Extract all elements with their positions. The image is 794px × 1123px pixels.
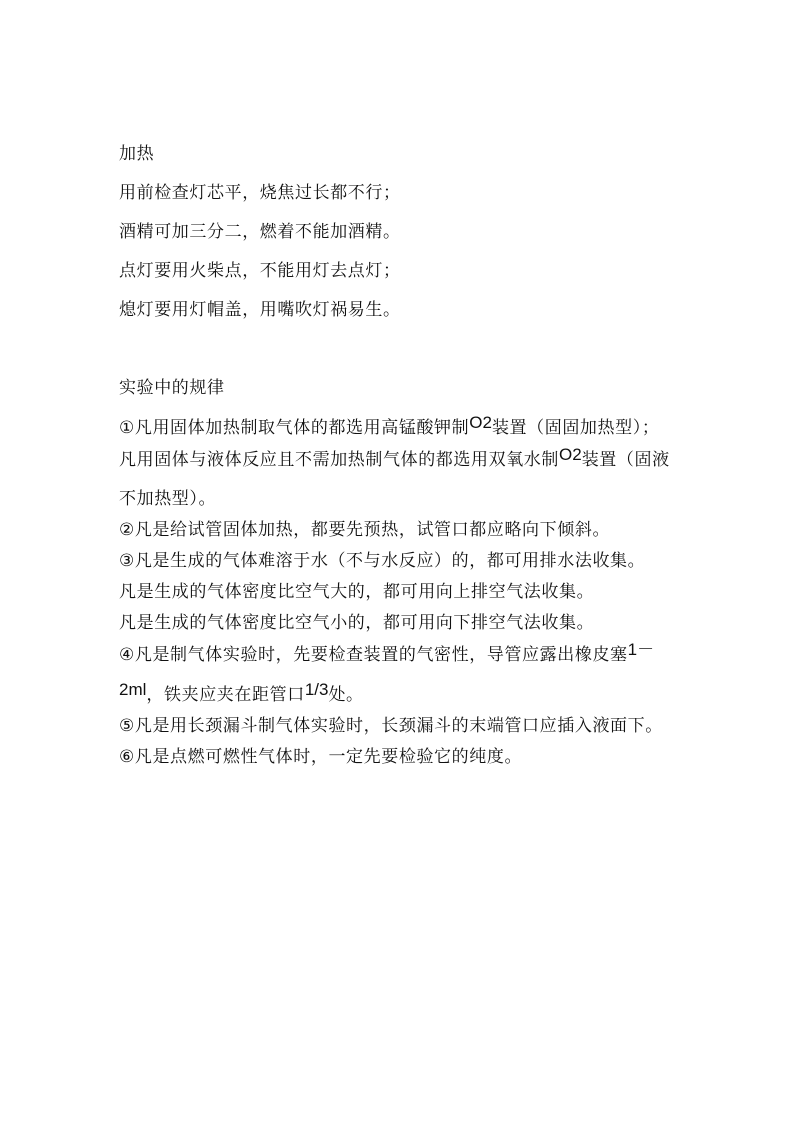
verse-line-3: 点灯要用火柴点，不能用灯去点灯； [119, 261, 401, 281]
rule-4 [119, 635, 679, 715]
rule-5: ⑤凡是用长颈漏斗制气体实验时，长颈漏斗的末端管口应插入液面下。 [119, 716, 663, 736]
section-heading-heating: 加热 [119, 144, 155, 164]
rule-1a-text-post: 装置（固固加热型）； [491, 418, 660, 438]
rule-1a-text-pre: ①凡用固体加热制取气体的都选用高锰酸钾制 [119, 418, 470, 438]
rule-4-text-pre: ④凡是制气体实验时，先要检查装置的气密性，导管应露出橡皮塞 [119, 645, 628, 665]
section-heading-rules: 实验中的规律 [119, 378, 225, 398]
rule-1b-text-post: 装置（固液不加热型）。 [119, 450, 670, 509]
document-body [119, 143, 679, 777]
section-spacer [119, 338, 679, 377]
rule-1b-formula: O2 [559, 445, 582, 464]
rule-6: ⑥凡是点燃可燃性气体时，一定先要检验它的纯度。 [119, 747, 523, 767]
verse-line-4: 熄灯要用灯帽盖，用嘴吹灯祸易生。 [119, 300, 401, 320]
rule-1a-formula: O2 [469, 413, 492, 432]
verse-line-2: 酒精可加三分二，燃着不能加酒精。 [119, 222, 401, 242]
rule-1b [119, 440, 679, 519]
rule-4-volume: 1－2ml [119, 640, 655, 699]
rule-4-text-mid: ，铁夹应夹在距管口 [146, 685, 305, 705]
rule-4-text-post: 处。 [328, 685, 364, 705]
rule-3b: 凡是生成的气体密度比空气大的，都可用向上排空气法收集。 [119, 582, 595, 602]
rule-2: ②凡是给试管固体加热，都要先预热，试管口都应略向下倾斜。 [119, 520, 611, 540]
rule-4-fraction: 1/3 [304, 680, 329, 699]
rule-3c: 凡是生成的气体密度比空气小的，都可用向下排空气法收集。 [119, 613, 595, 633]
rule-1b-text-pre: 凡用固体与液体反应且不需加热制气体的都选用双氧水制 [119, 450, 559, 470]
verse-line-1: 用前检查灯芯平，烧焦过长都不行； [119, 183, 401, 203]
rule-3a: ③凡是生成的气体难溶于水（不与水反应）的，都可用排水法收集。 [119, 551, 646, 571]
